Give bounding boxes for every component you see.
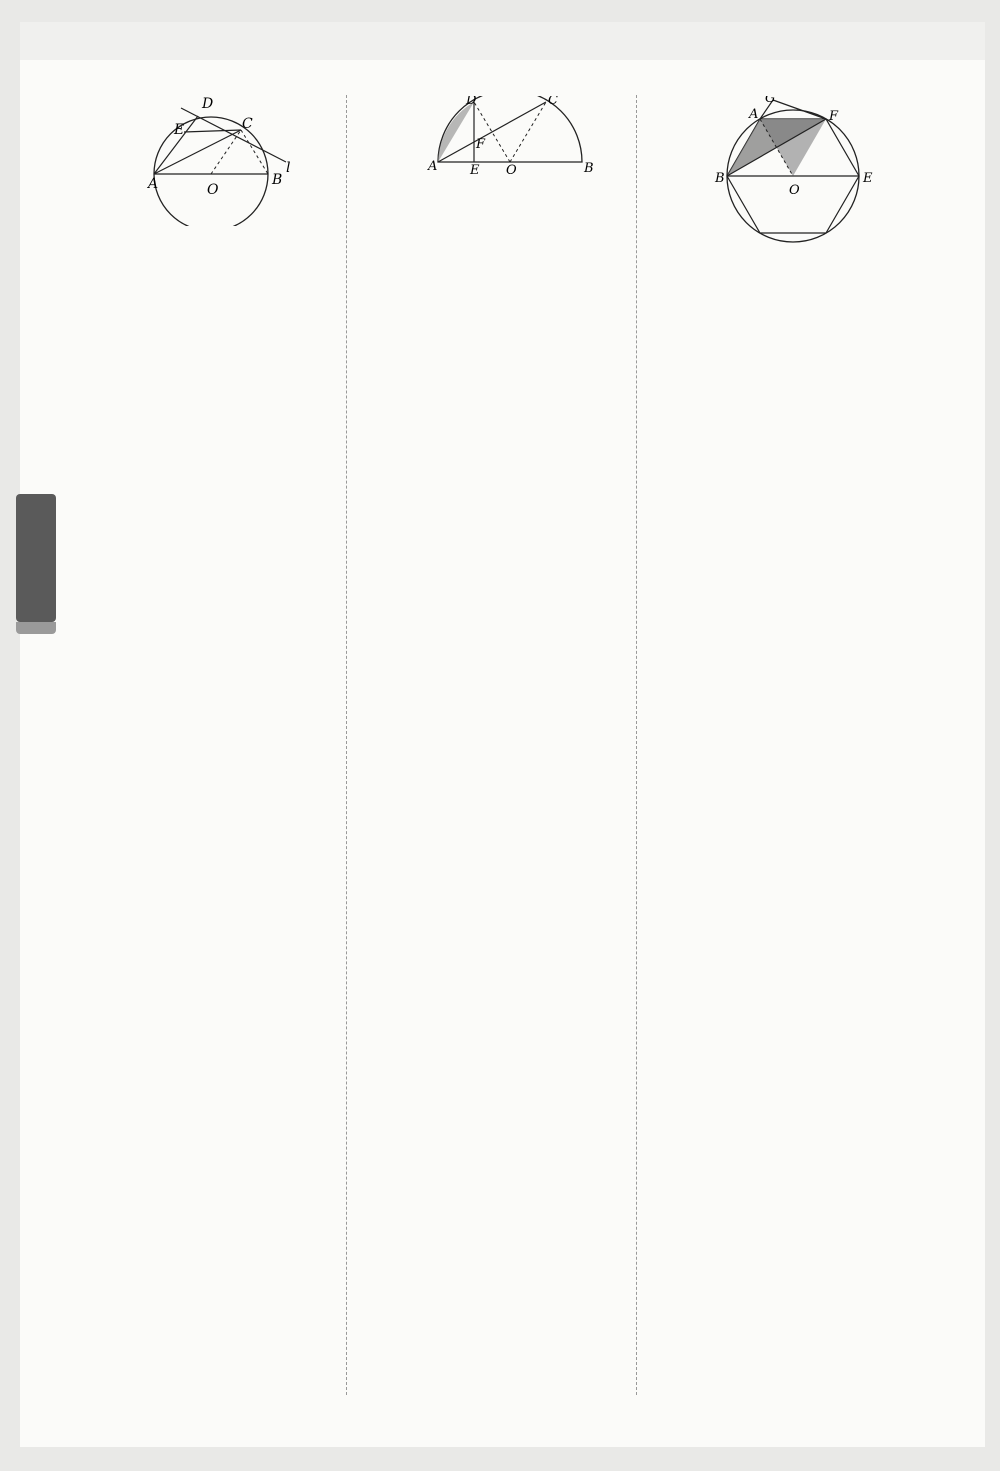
svg-text:C: C xyxy=(242,116,253,132)
svg-text:O: O xyxy=(207,182,219,198)
column-2 xyxy=(358,92,620,184)
svg-text:A: A xyxy=(148,176,159,192)
figure-9-diagram xyxy=(358,96,598,176)
svg-text:O: O xyxy=(506,163,517,176)
svg-text:E: E xyxy=(863,171,873,186)
svg-text:A: A xyxy=(428,159,438,174)
svg-text:E: E xyxy=(470,163,480,176)
svg-text:D: D xyxy=(202,96,214,112)
svg-text:B: B xyxy=(272,172,283,188)
svg-text:D: D xyxy=(466,96,477,108)
svg-text:A: A xyxy=(749,107,759,122)
svg-text:C: C xyxy=(548,96,558,108)
figure-14 xyxy=(76,96,338,230)
figure-10 xyxy=(653,96,923,250)
figure-10-diagram xyxy=(653,96,923,246)
svg-text:l: l xyxy=(286,160,291,176)
svg-text:F: F xyxy=(829,109,839,124)
svg-text:G: G xyxy=(765,96,776,106)
figure-9 xyxy=(358,96,620,180)
svg-text:O: O xyxy=(789,183,800,198)
column-divider xyxy=(346,95,347,1395)
top-band xyxy=(20,22,985,60)
svg-text:F: F xyxy=(476,137,486,152)
figure-14-diagram xyxy=(76,96,316,226)
side-tab-shadow xyxy=(16,622,56,634)
svg-text:E: E xyxy=(174,122,185,138)
svg-text:B: B xyxy=(584,161,594,176)
column-3 xyxy=(653,92,923,254)
column-1 xyxy=(76,92,338,234)
svg-text:B: B xyxy=(715,171,725,186)
column-divider xyxy=(636,95,637,1395)
side-tab xyxy=(16,494,56,622)
